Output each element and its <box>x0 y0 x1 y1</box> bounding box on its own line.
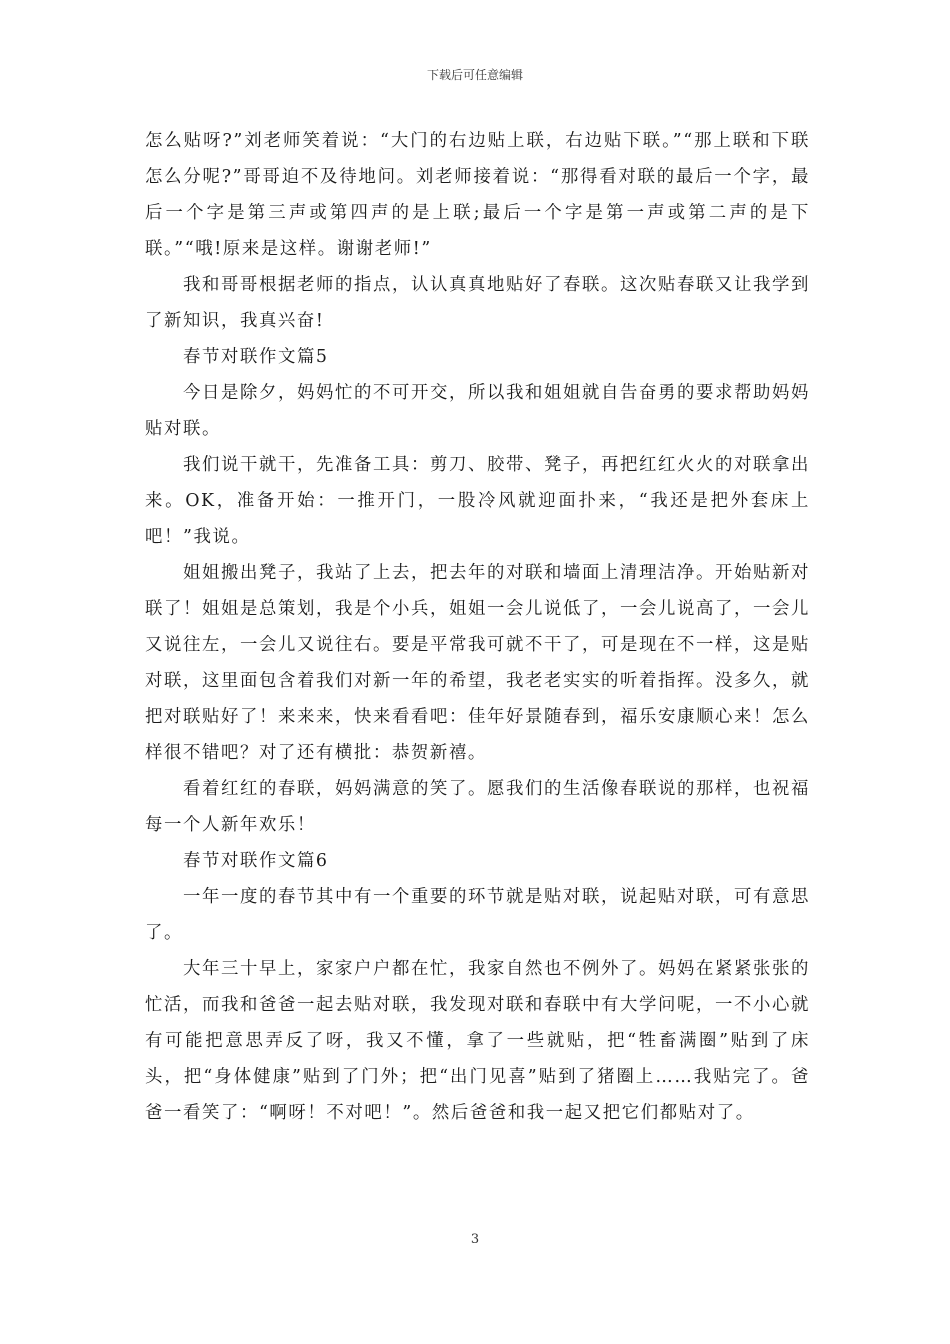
paragraph-7: 一年一度的春节其中有一个重要的环节就是贴对联，说起贴对联，可有意思了。 <box>145 887 810 943</box>
paragraph-5: 姐姐搬出凳子，我站了上去，把去年的对联和墙面上清理洁净。开始贴新对联了！姐姐是总策划，我是个小兵，姐姐一会儿说低了，一会儿说高了，一会儿又说往左，一会儿又说往右。要是平常我可就不干了，可是现在不一样，这是贴对联，这里面包含着我们对新一年的希望，我老老实实的听着指挥。没多久，就把对联贴好了！来来来，快来看看吧：佳年好景随春到，福乐安康顺心来！怎么样很不错吧？对了还有横批：恭贺新禧。 <box>145 563 810 763</box>
paragraph-8: 大年三十早上，家家户户都在忙，我家自然也不例外了。妈妈在紧紧张张的忙活，而我和爸爸一起去贴对联，我发现对联和春联中有大学问呢，一不小心就有可能把意思弄反了呀，我又不懂，拿了一些就贴，把“牲畜满圈”贴到了床头，把“身体健康”贴到了门外；把“出门见喜”贴到了猪圈上……我贴完了。爸爸一看笑了：“啊呀！不对吧！”。然后爸爸和我一起又把它们都贴对了。 <box>145 959 810 1123</box>
paragraph-6: 看着红红的春联，妈妈满意的笑了。愿我们的生活像春联说的那样，也祝福每一个人新年欢乐！ <box>145 779 810 835</box>
page-number: 3 <box>470 1232 480 1247</box>
page-header-note: 下载后可任意编辑 <box>426 68 523 82</box>
document-body <box>145 123 810 1131</box>
section-heading-6: 春节对联作文篇6 <box>183 851 329 871</box>
paragraph-2: 我和哥哥根据老师的指点，认认真真地贴好了春联。这次贴春联又让我学到了新知识，我真兴奋! <box>145 275 810 331</box>
section-heading-5: 春节对联作文篇5 <box>183 347 329 367</box>
paragraph-3: 今日是除夕，妈妈忙的不可开交，所以我和姐姐就自告奋勇的要求帮助妈妈贴对联。 <box>145 383 810 439</box>
paragraph-4: 我们说干就干，先准备工具：剪刀、胶带、凳子，再把红红火火的对联拿出来。OK，准备开始：一推开门，一股冷风就迎面扑来，“我还是把外套床上吧！”我说。 <box>145 455 810 547</box>
paragraph-1: 怎么贴呀?”刘老师笑着说：“大门的右边贴上联，右边贴下联。”“那上联和下联怎么分呢?”哥哥迫不及待地问。刘老师接着说：“那得看对联的最后一个字，最后一个字是第三声或第四声的是上联;最后一个字是第一声或第二声的是下联。”“哦!原来是这样。谢谢老师!” <box>145 131 810 259</box>
